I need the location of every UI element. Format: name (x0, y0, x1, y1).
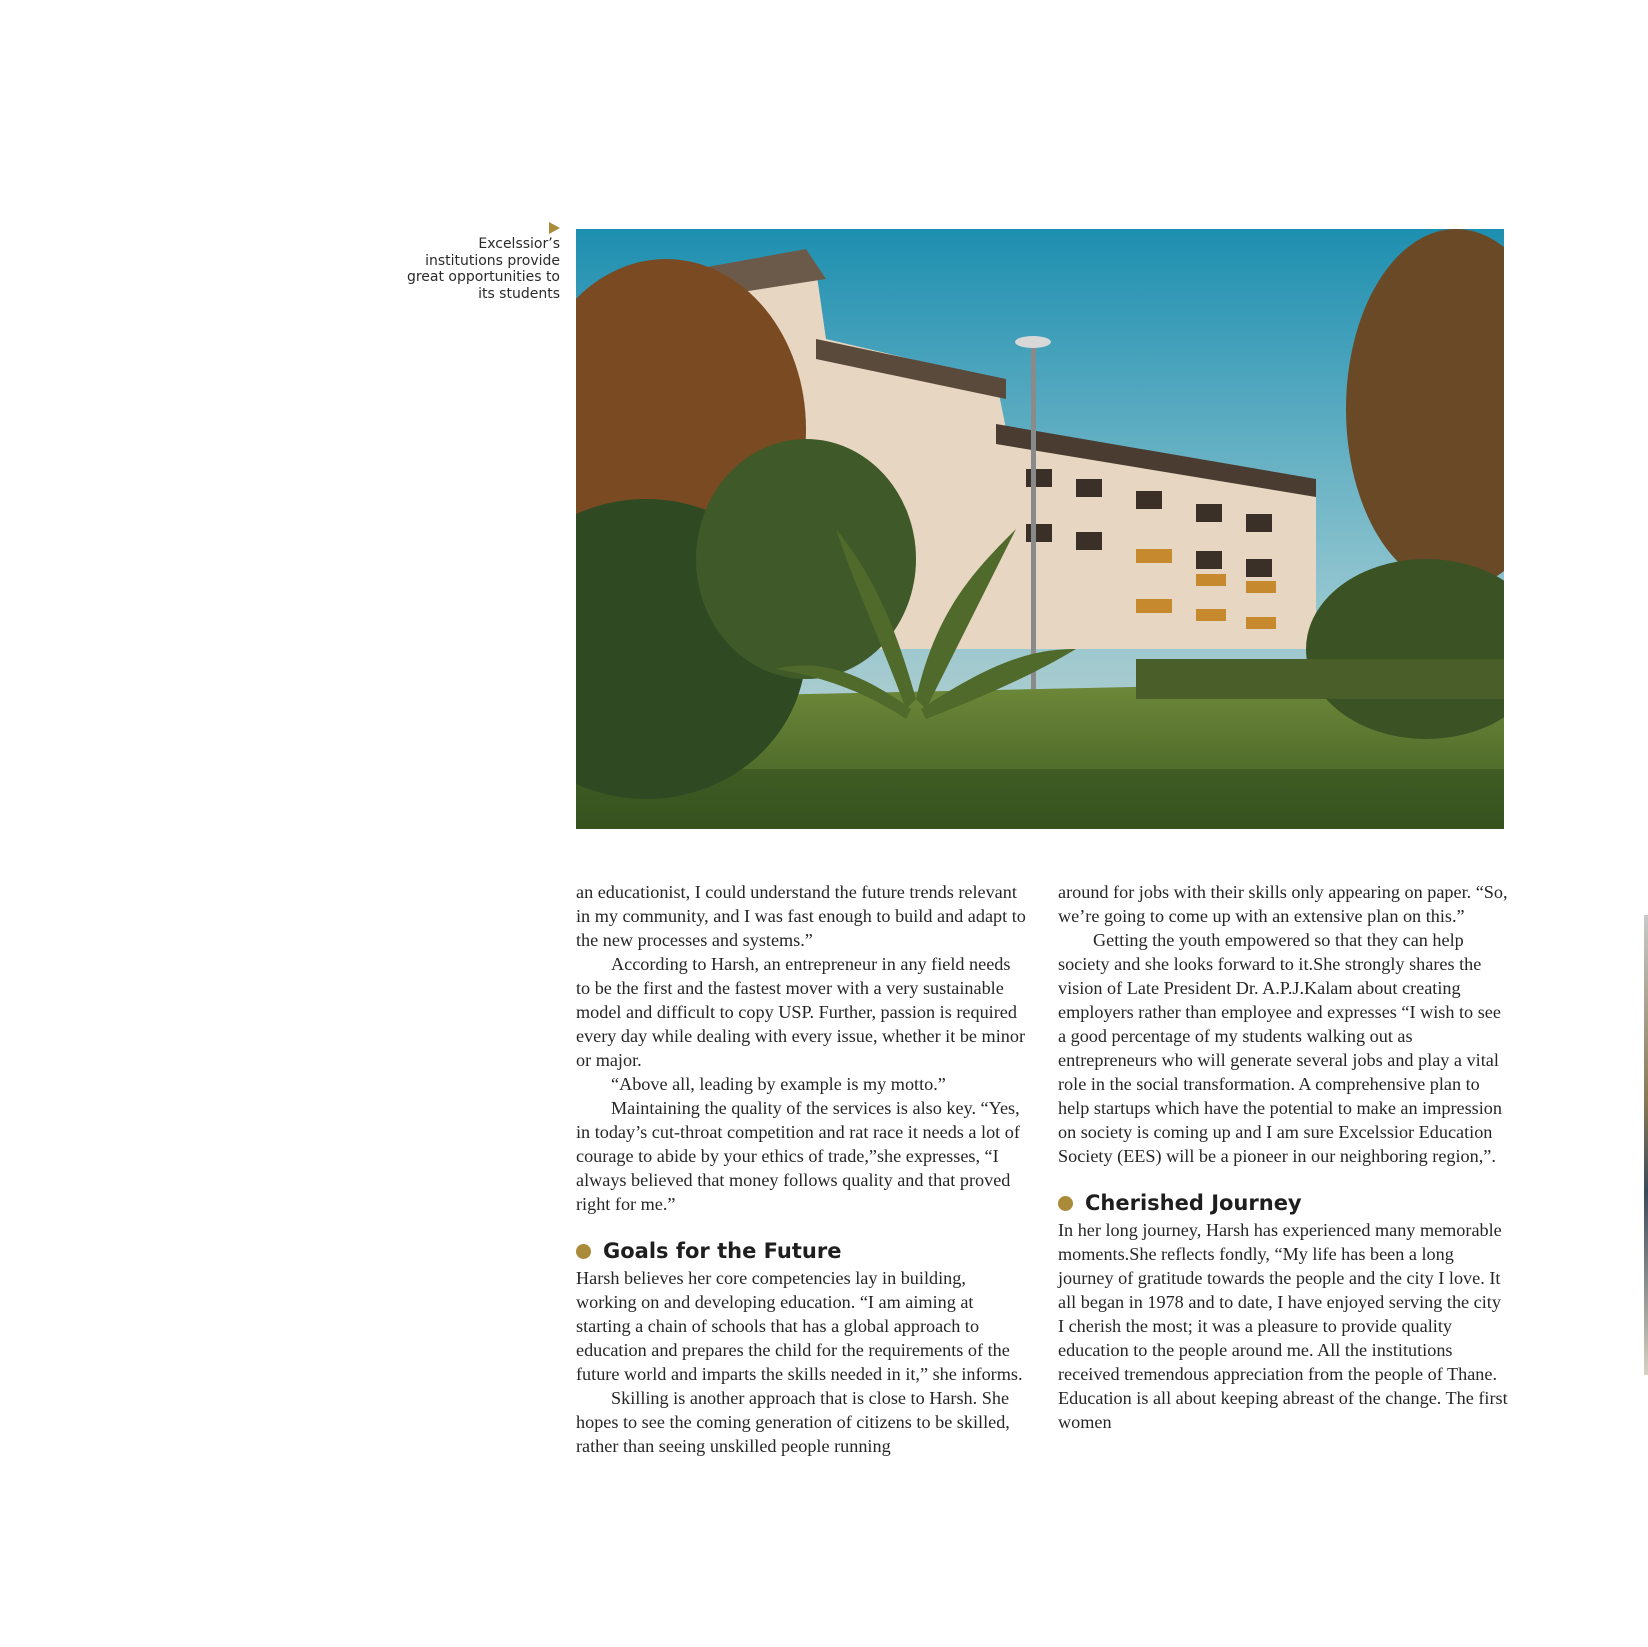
photo-caption (400, 222, 560, 302)
section-heading-journey (1058, 1190, 1508, 1216)
paragraph: an educationist, I could understand the future trends relevant in my community, and I was fast enough to build and adapt to the new processes and systems.” (576, 882, 1026, 950)
caption-line: institutions provide (425, 252, 560, 269)
section-heading-text: Cherished Journey (1085, 1191, 1302, 1215)
campus-building-photo (576, 229, 1504, 829)
article-column-right (1058, 880, 1508, 1434)
paragraph: Getting the youth empowered so that they can help society and she looks forward to it.She strongly shares the vision of Late President Dr. A.P.J.Kalam about creating employers rather than employee and expresses “I wish to see a good percentage of my students walking out as entrepreneurs who will generate several jobs and play a vital role in the social transformation. A comprehensive plan to help startups which have the potential to make an impression on society is coming up and I am sure Excelssior Education Society (EES) will be a pioneer in our neighboring region,”. (1058, 930, 1502, 1166)
paragraph: Harsh believes her core competencies lay in building, working on and developing education. “I am aiming at starting a chain of schools that has a global approach to education and prepares the child for the requirements of the future world and imparts the skills needed in it,” she informs. (576, 1268, 1023, 1384)
caption-line: its students (478, 285, 560, 302)
paragraph: around for jobs with their skills only appearing on paper. “So, we’re going to come up with an extensive plan on this.” (1058, 882, 1508, 926)
bullet-icon (1058, 1196, 1073, 1211)
section-heading-goals (576, 1238, 1026, 1264)
paragraph: Maintaining the quality of the services is also key. “Yes, in today’s cut-throat competition and rat race it needs a lot of courage to abide by your ethics of trade,”she expresses, “I always believed that money follows quality and that proved right for me.” (576, 1098, 1020, 1214)
article-column-left (576, 880, 1026, 1458)
section-heading-text: Goals for the Future (603, 1239, 842, 1263)
caption-line: great opportunities to (406, 269, 560, 285)
paragraph: Skilling is another approach that is close to Harsh. She hopes to see the coming generation of citizens to be skilled, rather than seeing unskilled people running (576, 1388, 1010, 1456)
paragraph: “Above all, leading by example is my motto.” (611, 1074, 946, 1094)
caption-line: Excelssior’s (478, 236, 560, 252)
adjacent-page-edge (1644, 915, 1648, 1375)
caption-triangle-icon (549, 222, 560, 234)
paragraph: In her long journey, Harsh has experienced many memorable moments.She reflects fondly, “My life has been a long journey of gratitude towards the people and the city I love. It all began in 1978 and to date, I have enjoyed serving the city I cherish the most; it was a pleasure to provide quality education to the people around me. All the institutions received tremendous appreciation from the people of Thane. Education is all about keeping abreast of the change. The first women (1058, 1220, 1508, 1432)
bullet-icon (576, 1244, 591, 1259)
paragraph: According to Harsh, an entrepreneur in any field needs to be the first and the fastest mover with a very sustainable model and difficult to copy USP. Further, passion is required every day while dealing with every issue, whether it be minor or major. (576, 954, 1025, 1070)
